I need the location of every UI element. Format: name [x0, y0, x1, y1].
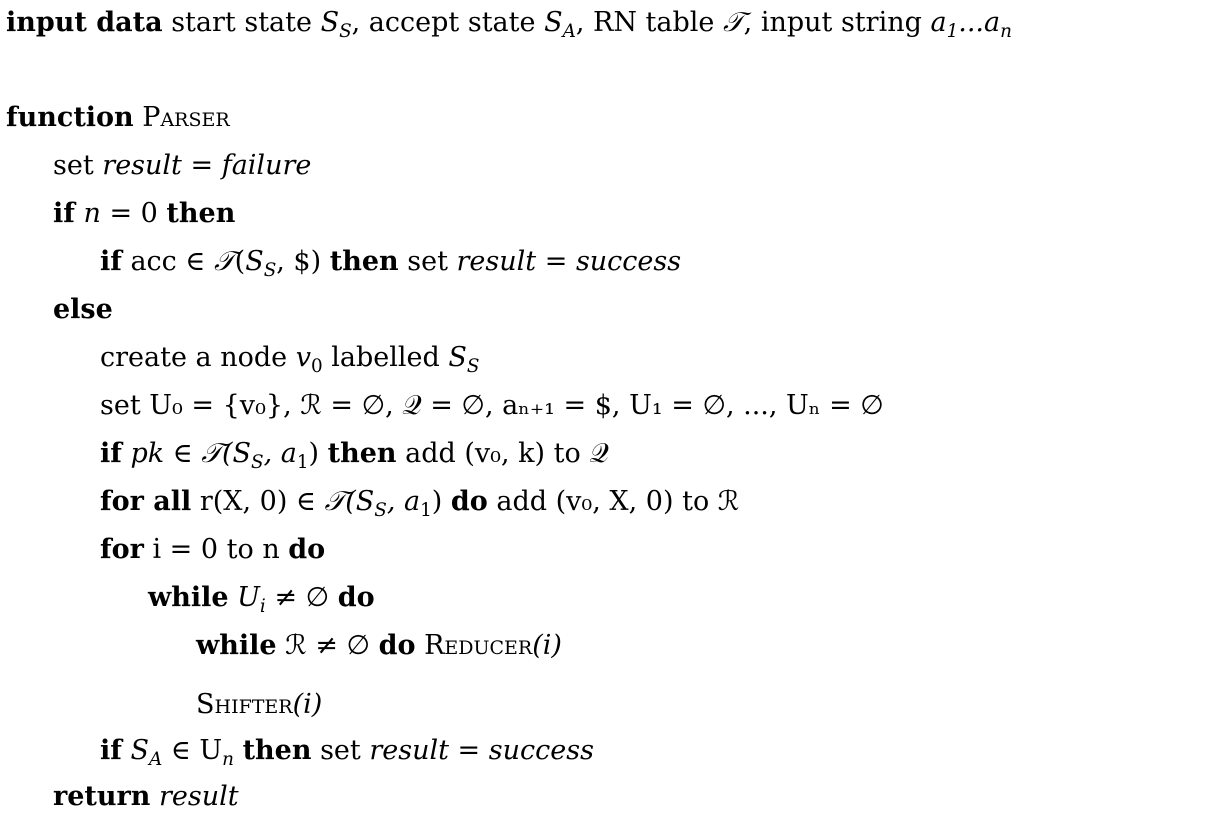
code-line-3: if acc ∈ $𝒯(S_S$, $) then set result = success [100, 246, 682, 281]
code-line-4: else [53, 294, 113, 325]
code-line-2: if n = 0 then [53, 198, 236, 229]
accept-state-symbol: $S_A$ [544, 7, 576, 42]
code-line-5: create a node $v_0$ labelled $S_S$ [100, 342, 480, 377]
rn-table-symbol: 𝒯 [722, 7, 744, 38]
text: , RN table [575, 7, 723, 38]
function-header-line [6, 101, 230, 135]
keyword-input-data: input data [6, 7, 163, 38]
code-line-11: while ℛ ≠ ∅ do Reducer(i) [196, 630, 562, 661]
input-data-line [6, 6, 1012, 40]
keyword-function: function [6, 102, 134, 133]
code-line-1: set result = failure [53, 150, 312, 181]
input-string-symbol: $a_1...a_n$ [930, 7, 1012, 42]
text: , accept state [351, 7, 545, 38]
function-name: Parser [142, 102, 230, 133]
code-line-12: Shifter(i) [196, 689, 323, 720]
code-line-13: if $S_A$ ∈ $U_n$ then set result = success [100, 735, 594, 770]
text: , input string [743, 7, 931, 38]
code-line-6: set U₀ = {v₀}, ℛ = ∅, 𝒬 = ∅, aₙ₊₁ = $, U₁ = ∅, ..., Uₙ = ∅ [100, 390, 884, 421]
code-line-8: for all r(X, 0) ∈ $𝒯(S_S$, $a_1$) do add (v₀, X, 0) to ℛ [100, 486, 740, 521]
start-state-symbol: $S_S$ [320, 7, 352, 42]
text: start state [171, 7, 321, 38]
code-line-10: while $U_i$ ≠ ∅ do [148, 582, 375, 617]
code-line-9: for i = 0 to n do [100, 534, 326, 565]
code-line-7: if pk ∈ $𝒯(S_S$, $a_1$) then add (v₀, k) to 𝒬 [100, 438, 609, 473]
code-line-14: return result [53, 781, 239, 812]
